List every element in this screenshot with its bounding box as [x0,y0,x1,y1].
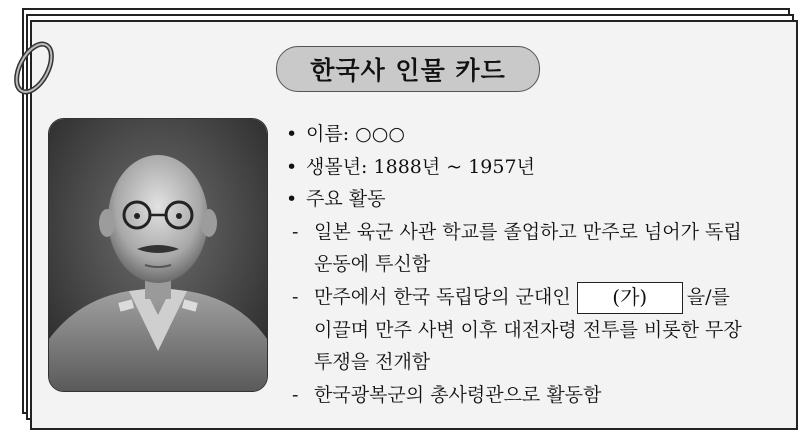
lifespan-value: 1888년 ~ 1957년 [373,155,535,178]
lifespan-label: 생몰년: [306,155,374,178]
name-label: 이름: [306,123,356,145]
blank-box: (가) [577,282,683,314]
activity-text: 만주에서 한국 독립당의 군대인 [314,285,571,308]
bullet-icon: • [286,188,298,210]
card-title: 한국사 인물 카드 [276,46,540,92]
name-value: ○○○ [355,123,405,145]
bullet-icon: • [286,155,298,178]
activity-text: 이끌며 만주 사변 이후 대전자령 전투를 비롯한 무장 [314,318,742,341]
binder-ring-icon [4,30,64,100]
activities-heading: 주요 활동 [306,188,386,210]
activity-item-continued [286,346,786,379]
activity-text: 한국광복군의 총사령관으로 활동함 [314,383,602,406]
dash-icon: - [292,383,299,406]
dash-icon: - [292,285,299,308]
activity-item-continued [286,248,786,281]
activity-text: 운동에 투신함 [314,253,431,275]
portrait-photo [48,118,268,392]
activity-text: 투쟁을 전개함 [314,351,431,373]
name-row [286,118,786,151]
bullet-icon: • [286,123,298,145]
activity-text: 을/를 [686,285,730,308]
activity-text: 일본 육군 사관 학교를 졸업하고 만주로 넘어가 독립 [314,220,742,243]
lifespan-row [286,151,786,184]
activity-item [286,379,786,412]
activities-heading-row [286,183,786,216]
activity-item [286,281,786,314]
portrait-photo-icon [49,119,267,391]
card-content [286,118,786,411]
activity-item [286,216,786,249]
dash-icon: - [292,220,299,243]
activity-item-continued [286,314,786,347]
